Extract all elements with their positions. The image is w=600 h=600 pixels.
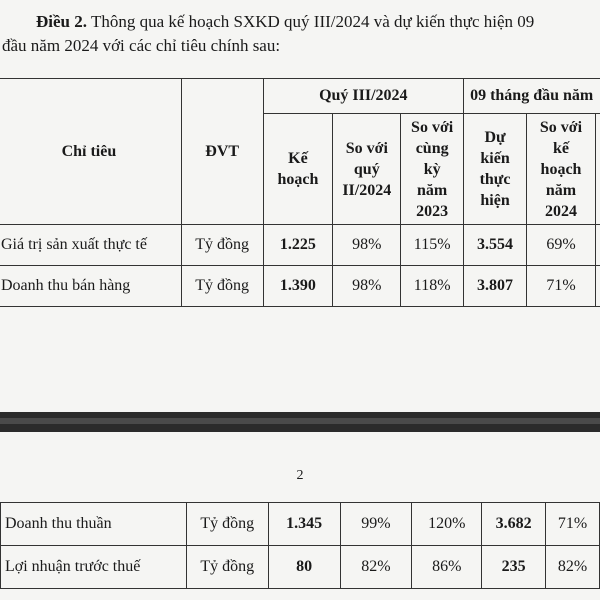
header-line: So với [345, 139, 388, 157]
row-name: Lợi nhuận trước thuế [1, 546, 187, 589]
row-vs-q2: 98% [333, 266, 401, 307]
header-so-voi-quy [333, 114, 401, 225]
row-name: Doanh thu bán hàng [0, 266, 181, 307]
header-line: Kế [288, 150, 308, 167]
table-row [1, 503, 600, 546]
article-number: Điều 2. [36, 12, 87, 31]
header-dvt: ĐVT [181, 79, 263, 225]
header-line: kỳ [423, 160, 441, 178]
page-number: 2 [296, 468, 304, 483]
row-vs-plan: 71% [546, 503, 600, 546]
header-line: thực [479, 171, 511, 188]
row-vs-yoy: 120% [412, 503, 482, 546]
row-est-9m: 3.682 [482, 503, 546, 546]
row-cut-off [595, 266, 600, 307]
row-est-9m: 235 [482, 546, 546, 589]
header-line: quý [353, 160, 380, 178]
header-line: kiến [480, 150, 510, 167]
row-vs-q2: 82% [340, 546, 412, 589]
header-line: II/2024 [342, 181, 392, 199]
header-ke-hoach [263, 114, 333, 225]
article-heading-line2: đầu năm 2024 với các chỉ tiêu chính sau: [2, 36, 281, 55]
header-cut-off [595, 114, 600, 225]
row-unit: Tỷ đồng [186, 546, 268, 589]
header-so-voi-ke-hoach [527, 114, 596, 225]
row-est-9m: 3.807 [464, 266, 527, 307]
header-quarter-group: Quý III/2024 [263, 79, 464, 114]
header-line: So với [539, 118, 583, 136]
row-plan: 1.345 [268, 503, 340, 546]
row-unit: Tỷ đồng [186, 503, 268, 546]
row-name: Giá trị sản xuất thực tế [0, 225, 181, 266]
header-line: hoạch [540, 160, 582, 178]
row-vs-yoy: 115% [401, 225, 464, 266]
header-line: hiện [480, 192, 510, 209]
header-line: kế [553, 139, 569, 157]
row-cut-off [595, 225, 600, 266]
row-vs-plan: 71% [527, 266, 596, 307]
row-vs-yoy: 86% [412, 546, 482, 589]
header-line: Dự [484, 129, 506, 146]
row-vs-q2: 99% [340, 503, 412, 546]
header-nine-month-group: 09 tháng đầu năm [464, 79, 600, 114]
row-unit: Tỷ đồng [181, 225, 263, 266]
header-line: năm [417, 181, 448, 199]
row-est-9m: 3.554 [464, 225, 527, 266]
row-plan: 1.225 [263, 225, 333, 266]
row-plan: 1.390 [263, 266, 333, 307]
targets-table-continued [0, 502, 600, 589]
row-vs-q2: 98% [333, 225, 401, 266]
article-heading [36, 12, 534, 32]
header-line: 2023 [416, 202, 449, 220]
row-vs-plan: 69% [527, 225, 596, 266]
table-row [0, 266, 600, 307]
header-so-voi-cung-ky [401, 114, 464, 225]
row-plan: 80 [268, 546, 340, 589]
table-row [0, 225, 600, 266]
header-line: cùng [415, 139, 449, 157]
row-vs-yoy: 118% [401, 266, 464, 307]
header-line: So với [411, 118, 454, 136]
row-name: Doanh thu thuần [1, 503, 187, 546]
header-line: 2024 [545, 202, 577, 220]
table-row [1, 546, 600, 589]
header-line: năm [545, 181, 577, 199]
targets-table [0, 78, 600, 307]
row-vs-plan: 82% [546, 546, 600, 589]
article-text: Thông qua kế hoạch SXKD quý III/2024 và dự kiến thực hiện 09 [90, 12, 535, 31]
header-chi-tieu: Chỉ tiêu [0, 79, 181, 225]
header-du-kien [464, 114, 527, 225]
header-line: hoạch [277, 171, 319, 188]
page-break-edge [0, 418, 600, 424]
row-unit: Tỷ đồng [181, 266, 263, 307]
